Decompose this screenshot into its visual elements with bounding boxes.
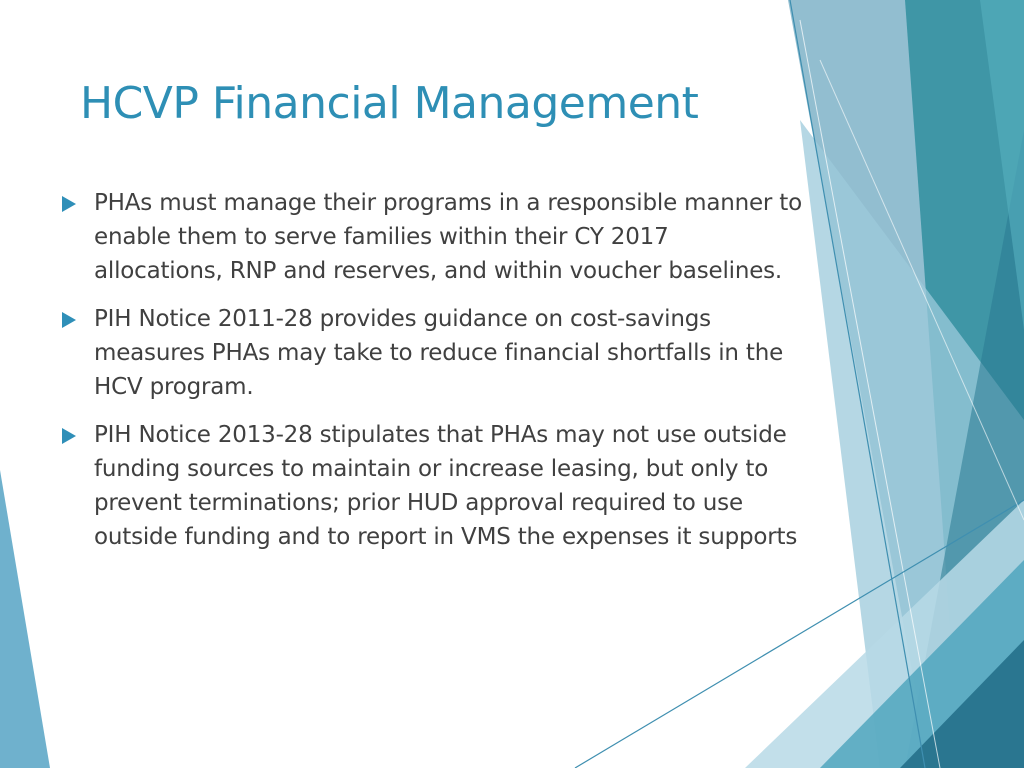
bullet-text: PIH Notice 2011-28 provides guidance on cost-savings measures PHAs may take to reduce financial shortfalls in the HCV program. [94,306,784,400]
bullet-item [62,186,802,288]
bullet-item [62,418,802,554]
triangle-bullet-icon [62,196,76,212]
bullet-item [62,302,802,404]
left-edge-shape [0,470,50,768]
triangle-bullet-icon [62,428,76,444]
bullet-text: PHAs must manage their programs in a responsible manner to enable them to serve families within their CY 2017 allocations, RNP and reserves, and within voucher baselines. [94,190,802,284]
bullet-list [62,186,802,568]
slide-title: HCVP Financial Management [80,78,699,129]
triangle-bullet-icon [62,312,76,328]
bullet-text: PIH Notice 2013-28 stipulates that PHAs may not use outside funding sources to maintain or increase leasing, but only to prevent terminations; prior HUD approval required to use outside funding and to report in VMS the expenses it supports [94,422,798,550]
